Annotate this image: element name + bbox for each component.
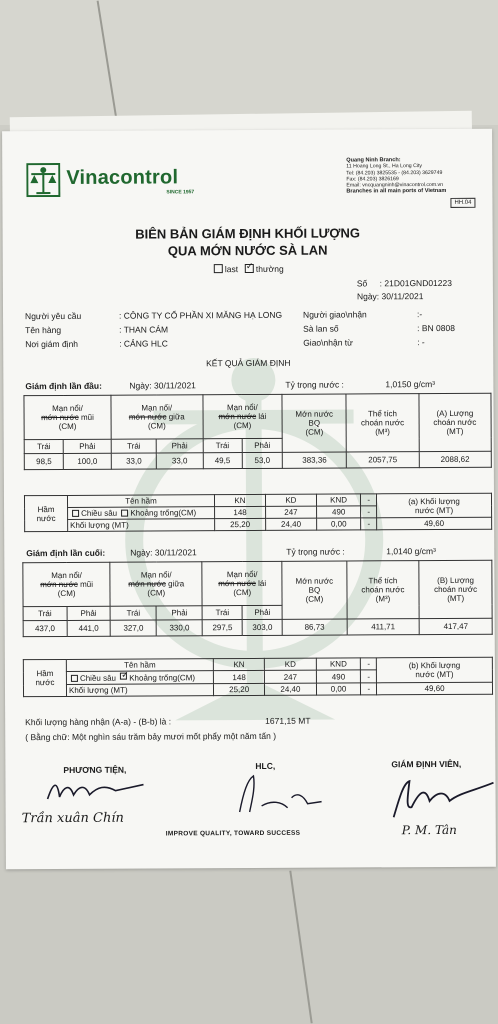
scale-logo-icon [26, 163, 60, 197]
disp-h3: (MT) [447, 593, 465, 603]
table-cell: 437,0 [23, 620, 67, 636]
water-h2: nước (MT) [414, 505, 454, 515]
disp-h1: (B) Lượng [437, 575, 475, 586]
aft-h2: mớn nước [218, 578, 256, 589]
table-cell: 327,0 [110, 620, 156, 636]
table-cell: 247 [265, 506, 316, 518]
aft-h2: mớn nước [218, 411, 257, 422]
depth-text: Chiều sâu [79, 673, 116, 683]
final-ballast-table [23, 657, 493, 697]
mid-unit: (CM) [147, 421, 166, 431]
table-cell: 49,5 [203, 453, 242, 469]
table-cell: 297,5 [202, 620, 242, 636]
barge-value: : BN 0808 [417, 322, 455, 334]
water-h2: nước (MT) [415, 669, 454, 680]
port-label: Trái [110, 606, 156, 620]
received-value: 1671,15 MT [265, 715, 311, 726]
last-label: last [224, 264, 239, 275]
vol-h3: (M³) [375, 594, 391, 604]
table-cell: 383,36 [282, 452, 346, 468]
survey-type-options [3, 263, 493, 276]
aft-h1: Mạn nổi/ [226, 402, 258, 413]
vol-h2: choán nước [361, 585, 405, 595]
depth-checkbox[interactable] [72, 510, 79, 517]
hold-label-2: nước [35, 678, 55, 688]
water-weight-header [377, 657, 493, 683]
depth-label [66, 671, 213, 685]
table-cell: 33,0 [111, 453, 156, 469]
final-date: Ngày: 30/11/2021 [130, 547, 197, 558]
starboard-label: Phải [156, 439, 202, 453]
place-value: : CẢNG HLC [119, 338, 168, 349]
fore-header [24, 395, 111, 439]
regular-label: thường [255, 263, 284, 274]
doc-number-value: : 21D01GND01223 [379, 277, 452, 289]
initial-density-label: Tỷ trọng nước : [285, 379, 344, 390]
mid-h3: giữa [168, 412, 185, 422]
hold-name-header: Tên hầm [66, 659, 213, 672]
place-label: Nơi giám định [25, 338, 79, 350]
fore-h3: mũi [80, 579, 93, 589]
space-text: Khoảng trống(CM) [130, 508, 197, 518]
branch-ports: Branches in all main ports of Vietnam [346, 188, 447, 195]
goods-label: Tên hàng [25, 324, 62, 336]
table-cell: 417,47 [419, 618, 492, 634]
mid-unit: (CM) [147, 588, 166, 598]
branch-address: 11 Hoang Long St., Ha Long City [346, 163, 423, 170]
dash-cell: - [361, 683, 377, 695]
mean-h1: Mớn nước [295, 409, 334, 419]
water-weight-header [376, 493, 491, 518]
hold-name-header: Tên hầm [67, 495, 214, 508]
document-page [2, 129, 496, 870]
port-label: Trái [23, 606, 67, 620]
hold-label-1: Hầm [37, 504, 55, 514]
from-value: : - [417, 337, 425, 348]
branch-fax: Fax: (84.203) 3826169 [346, 176, 399, 183]
fore-unit: (CM) [57, 588, 76, 599]
final-heading: Giám định lần cuối: [26, 547, 106, 559]
table-cell: 303,0 [242, 619, 282, 635]
dash-cell: - [361, 494, 377, 506]
amount-in-words: ( Bằng chữ: Một nghìn sáu trăm bảy mươi mốt phẩy một năm tấn ) [25, 730, 277, 743]
table-cell: 100,0 [63, 453, 111, 469]
hold-label-1: Hầm [36, 669, 54, 679]
dash-cell: - [361, 506, 377, 518]
vessel-sign-label: PHƯƠNG TIỆN, [63, 764, 127, 775]
requester-value: : CÔNG TY CỔ PHẦN XI MĂNG HẠ LONG [119, 309, 283, 321]
surveyor-name: P. M. Tân [401, 822, 457, 838]
kd-header: KD [265, 658, 316, 670]
depth-label [68, 507, 215, 520]
doc-number-label: Số [356, 278, 368, 289]
table-cell: 148 [215, 506, 266, 518]
aft-h3: lái [258, 578, 267, 588]
depth-checkbox[interactable] [71, 675, 78, 682]
kn-header: KN [213, 658, 264, 670]
floor-tile [0, 870, 498, 1024]
hold-label [23, 659, 66, 696]
weight-label: Khối lượng (MT) [66, 684, 213, 697]
floor-tile [0, 0, 498, 125]
starboard-label: Phải [63, 439, 111, 453]
aft-h1: Mạn nổi/ [226, 569, 258, 580]
mean-h1: Mớn nước [295, 576, 334, 586]
table-cell: 25,20 [213, 683, 264, 695]
mid-header [110, 562, 202, 606]
initial-ballast-table [24, 493, 492, 532]
space-text: Khoảng trống(CM) [129, 673, 196, 683]
vol-h1: Thể tích [368, 576, 398, 586]
last-checkbox[interactable] [214, 264, 223, 273]
water-h1: (b) Khối lượng [408, 660, 461, 671]
water-weight-value: 49,60 [377, 682, 493, 695]
mid-h2: mớn nước [128, 412, 167, 422]
table-cell: 2088,62 [419, 451, 491, 467]
table-cell: 330,0 [156, 620, 202, 636]
dash-cell: - [361, 670, 377, 683]
port-label: Trái [24, 439, 63, 453]
vessel-signer-name: Trần xuân Chín [21, 810, 124, 827]
knd-header: KND [316, 658, 361, 670]
mean-h3: (CM) [305, 594, 324, 604]
final-density-value: 1,0140 g/cm³ [386, 546, 436, 557]
branch-info [346, 157, 491, 196]
vol-h2: choán nước [360, 418, 405, 428]
table-cell: 411,71 [347, 619, 420, 635]
disp-h3: (MT) [446, 426, 464, 436]
table-cell: 490 [316, 506, 361, 518]
initial-draft-table [23, 393, 491, 470]
depth-text: Chiều sâu [81, 508, 118, 518]
title-line-2: QUA MỚN NƯỚC SÀ LAN [167, 242, 328, 259]
aft-header [202, 561, 282, 605]
mean-header [282, 561, 347, 619]
final-density-label: Tỷ trọng nước : [286, 546, 345, 557]
logo-since: SINCE 1957 [166, 189, 195, 196]
knd-header: KND [316, 494, 361, 506]
branch-title: Quang Ninh Branch: [346, 157, 401, 164]
goods-value: : THAN CÁM [119, 324, 169, 335]
mid-header [111, 395, 203, 439]
table-cell: 98,5 [24, 453, 63, 469]
aft-unit: (CM) [233, 420, 252, 431]
mean-h2: BQ [308, 585, 321, 595]
branch-email: Email: vncquangninh@vinacontrol.com.vn [346, 182, 444, 189]
aft-h3: lái [258, 411, 267, 421]
starboard-label: Phải [242, 438, 282, 452]
kd-header: KD [265, 494, 316, 506]
mid-h1: Mạn nổi/ [141, 403, 173, 413]
port-label: Trái [111, 439, 156, 453]
regular-checkbox[interactable] [245, 264, 254, 273]
doc-number [357, 278, 452, 288]
dash-cell: - [361, 518, 377, 530]
table-cell: 2057,75 [347, 452, 419, 468]
result-heading: KẾT QUẢ GIÁM ĐỊNH [206, 357, 291, 369]
space-checkbox[interactable] [120, 673, 127, 680]
vol-h3: (M³) [375, 427, 390, 437]
dash-cell: - [361, 658, 377, 670]
form-code: HH.04 [450, 198, 475, 208]
aft-header [203, 394, 283, 438]
table-cell: 490 [316, 670, 361, 683]
final-draft-table [22, 560, 492, 637]
doc-date [357, 291, 424, 301]
aft-unit: (CM) [233, 587, 252, 598]
disp-h2: choán nước [433, 417, 477, 428]
table-cell: 441,0 [67, 620, 111, 636]
mid-h3: giữa [168, 579, 185, 589]
port-label: Trái [203, 439, 242, 453]
starboard-label: Phải [242, 605, 282, 619]
displacement-header [419, 393, 492, 451]
fore-h3: mũi [80, 412, 94, 422]
branch-tel: Tel: (84.203) 3825535 - (84.203) 3629749 [346, 169, 443, 177]
fore-h1: Mạn nổi/ [52, 403, 83, 414]
table-cell: 53,0 [242, 452, 282, 468]
weight-label: Khối lượng (MT) [68, 519, 215, 532]
vessel-signature [43, 777, 153, 808]
fore-header [23, 562, 111, 606]
table-cell: 0,00 [316, 518, 361, 530]
doc-date-label: Ngày: [356, 291, 380, 302]
hold-label-2: nước [36, 513, 56, 523]
fore-h1: Mạn nổi/ [51, 570, 82, 581]
table-cell: 148 [213, 670, 264, 683]
starboard-label: Phải [67, 606, 111, 620]
fore-unit: (CM) [58, 421, 77, 431]
mean-h2: BQ [308, 418, 321, 428]
starboard-label: Phải [156, 606, 202, 620]
received-label: Khối lượng hàng nhận (A-a) - (B-b) là : [25, 716, 172, 728]
vinacontrol-logo [26, 162, 216, 203]
from-label: Giao\nhận từ [303, 337, 353, 348]
table-cell: 0,00 [316, 683, 361, 695]
deliverer-value: :- [417, 309, 423, 320]
mean-h3: (CM) [305, 427, 324, 437]
surveyor-sign-label: GIÁM ĐỊNH VIÊN, [391, 758, 462, 770]
water-weight-value: 49,60 [377, 517, 492, 530]
displacement-header [419, 560, 492, 618]
table-cell: 25,20 [215, 518, 266, 530]
logo-text: Vinacontrol [66, 166, 179, 189]
hlc-sign-label: HLC, [255, 760, 276, 771]
requester-label: Người yêu cầu [25, 310, 82, 322]
initial-heading: Giám định lần đầu: [25, 380, 102, 392]
disp-h1: (A) Lượng [436, 408, 474, 419]
water-h1: (a) Khối lượng [408, 496, 460, 506]
initial-density-value: 1,0150 g/cm³ [385, 379, 436, 390]
mean-header [282, 394, 346, 452]
hold-label [24, 495, 67, 531]
table-cell: 86,73 [282, 619, 347, 635]
deliverer-label: Người giao\nhận [303, 309, 367, 320]
disp-h2: choán nước [434, 584, 478, 595]
table-cell: 247 [265, 670, 316, 683]
volume-header [346, 394, 419, 452]
volume-header [346, 561, 419, 619]
kn-header: KN [214, 494, 265, 506]
fore-h2: mớn nước [41, 412, 79, 423]
port-label: Trái [202, 606, 242, 620]
title-line-1: BIÊN BẢN GIÁM ĐỊNH KHỐI LƯỢNG [135, 225, 361, 242]
company-tagline: IMPROVE QUALITY, TOWARD SUCCESS [165, 829, 301, 838]
barge-label: Sà lan số [303, 323, 339, 334]
table-cell: 33,0 [156, 453, 202, 469]
mid-h2: mớn nước [128, 579, 166, 589]
surveyor-signature [389, 777, 497, 822]
vol-h1: Thể tích [368, 409, 397, 419]
fore-h2: mớn nước [40, 579, 78, 590]
table-cell: 24,40 [265, 683, 316, 695]
initial-date: Ngày: 30/11/2021 [129, 380, 196, 391]
space-checkbox[interactable] [121, 510, 128, 517]
table-cell: 24,40 [266, 518, 317, 530]
hlc-signature [231, 772, 331, 819]
mid-h1: Mạn nổi/ [140, 570, 172, 580]
doc-date-value: 30/11/2021 [381, 291, 424, 302]
